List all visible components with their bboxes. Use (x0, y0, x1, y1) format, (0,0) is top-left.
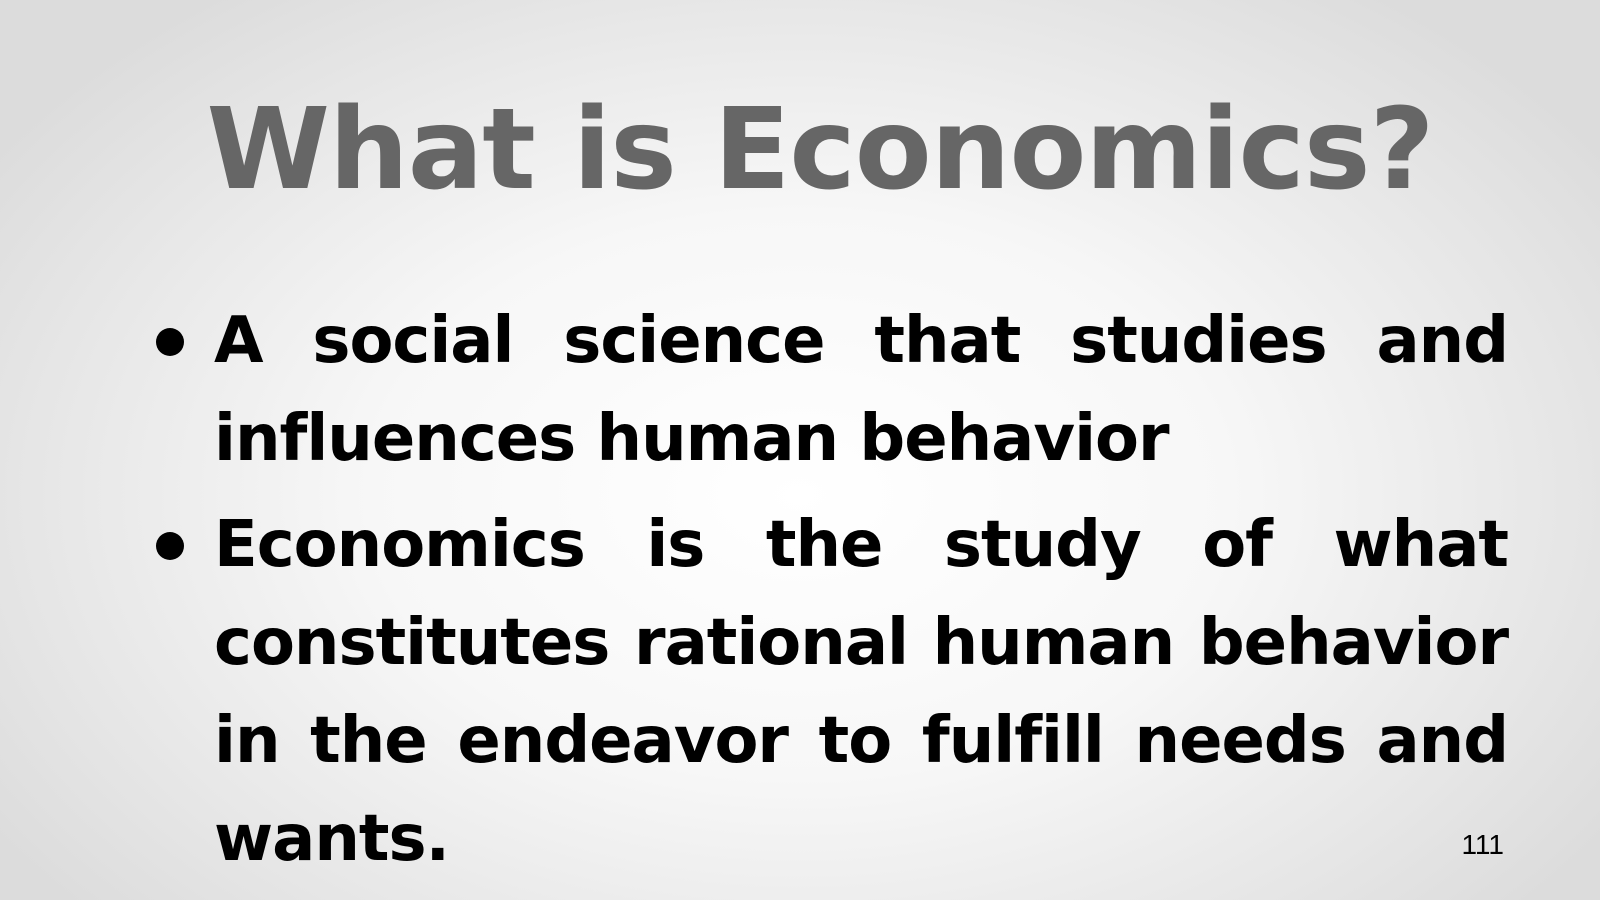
page-number: 111 (1461, 829, 1504, 860)
bullet-text: A social science that studies and influences human behavior (214, 304, 1508, 476)
bullet-item (214, 496, 1508, 888)
bullet-list (214, 292, 1508, 896)
bullet-text: Economics is the study of what constitutes rational human behavior in the endeavor to fulfill needs and wants. (214, 508, 1508, 876)
slide-title: What is Economics? (206, 85, 1434, 215)
bullet-dot-icon (156, 328, 184, 356)
bullet-item (214, 292, 1508, 488)
bullet-dot-icon (156, 532, 184, 560)
